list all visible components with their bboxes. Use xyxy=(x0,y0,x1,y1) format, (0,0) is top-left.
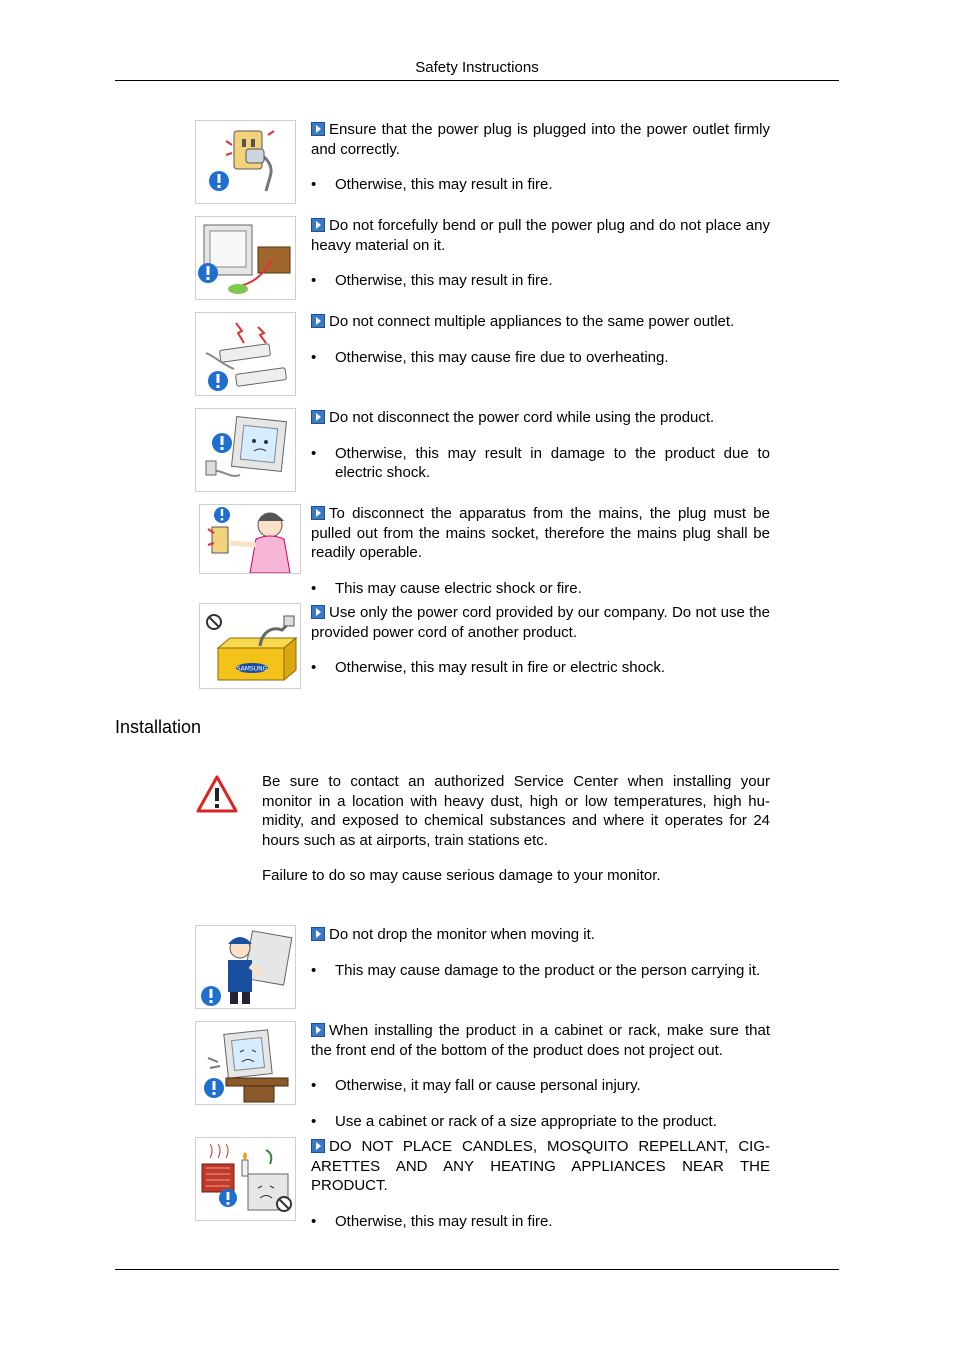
heating-appliances-illustration xyxy=(195,1137,296,1221)
bullet-point: • Otherwise, this may result in damage to the product due to electric shock. xyxy=(311,444,770,483)
caution-text: Be sure to contact an authorized Service Center when installing your monitor in a location with heavy dust, high or low temperatures, high hu-midity, and exposed to chemical substances and where it operates for 24 hours such as at airports, train stations etc. xyxy=(262,773,770,849)
carrying-monitor-illustration xyxy=(195,925,296,1009)
arrow-marker-icon xyxy=(311,605,325,619)
item-lead: Use only the power cord provided by our company. Do not use the provided power cord of another product. xyxy=(311,604,770,641)
header-rule xyxy=(115,80,839,81)
page-header-title: Safety Instructions xyxy=(415,59,539,76)
power-cord-box-illustration xyxy=(199,603,301,689)
bullet-point: • This may cause damage to the product or the person carrying it. xyxy=(311,961,770,981)
bullet-point: • Otherwise, this may cause fire due to overheating. xyxy=(311,348,770,368)
bent-plug-illustration xyxy=(195,216,296,300)
arrow-marker-icon xyxy=(311,218,325,232)
item-lead: When installing the product in a cabinet or rack, make sure that the front end of the bottom of the product does not project out. xyxy=(311,1022,770,1059)
arrow-marker-icon xyxy=(311,1139,325,1153)
bullet-point: • Otherwise, this may result in fire. xyxy=(311,1212,770,1232)
warning-triangle-icon xyxy=(195,774,239,820)
bullet-point: • This may cause electric shock or fire. xyxy=(311,579,770,599)
arrow-marker-icon xyxy=(311,927,325,941)
bullet-point: • Otherwise, this may result in fire. xyxy=(311,175,770,195)
cabinet-monitor-illustration xyxy=(195,1021,296,1105)
item-lead: Ensure that the power plug is plugged into the power outlet firmly and correctly. xyxy=(311,121,770,158)
bullet-point: • Otherwise, it may fall or cause personal injury. xyxy=(311,1076,770,1096)
monitor-unplug-illustration xyxy=(195,408,296,492)
footer-rule xyxy=(115,1269,839,1270)
item-lead: DO NOT PLACE CANDLES, MOSQUITO REPELLANT, CIG-ARETTES AND ANY HEATING APPLIANCES NEAR THE PRODUCT. xyxy=(311,1138,770,1194)
item-lead: Do not drop the monitor when moving it. xyxy=(311,925,770,945)
arrow-marker-icon xyxy=(311,1023,325,1037)
arrow-marker-icon xyxy=(311,506,325,520)
arrow-marker-icon xyxy=(311,122,325,136)
box-brand-label: SAMSUNG xyxy=(236,665,268,673)
item-lead: Do not disconnect the power cord while using the product. xyxy=(311,408,770,428)
section-title-installation: Installation xyxy=(115,717,202,737)
multi-plug-illustration xyxy=(195,312,296,396)
arrow-marker-icon xyxy=(311,314,325,328)
bullet-point: • Otherwise, this may result in fire. xyxy=(311,271,770,291)
item-lead: Do not connect multiple appliances to the same power outlet. xyxy=(311,312,770,332)
item-lead: Do not forcefully bend or pull the power plug and do not place any heavy material on it. xyxy=(311,217,770,254)
item-lead: To disconnect the apparatus from the mains, the plug must be pulled out from the mains socket, therefore the mains plug shall be readily operable. xyxy=(311,505,770,561)
plug-outlet-illustration xyxy=(195,120,296,204)
bullet-point: • Use a cabinet or rack of a size appropriate to the product. xyxy=(311,1112,770,1132)
arrow-marker-icon xyxy=(311,410,325,424)
bullet-point: • Otherwise, this may result in fire or electric shock. xyxy=(311,658,770,678)
caution-text: Failure to do so may cause serious damage to your monitor. xyxy=(262,867,661,884)
woman-unplug-illustration xyxy=(199,504,301,574)
